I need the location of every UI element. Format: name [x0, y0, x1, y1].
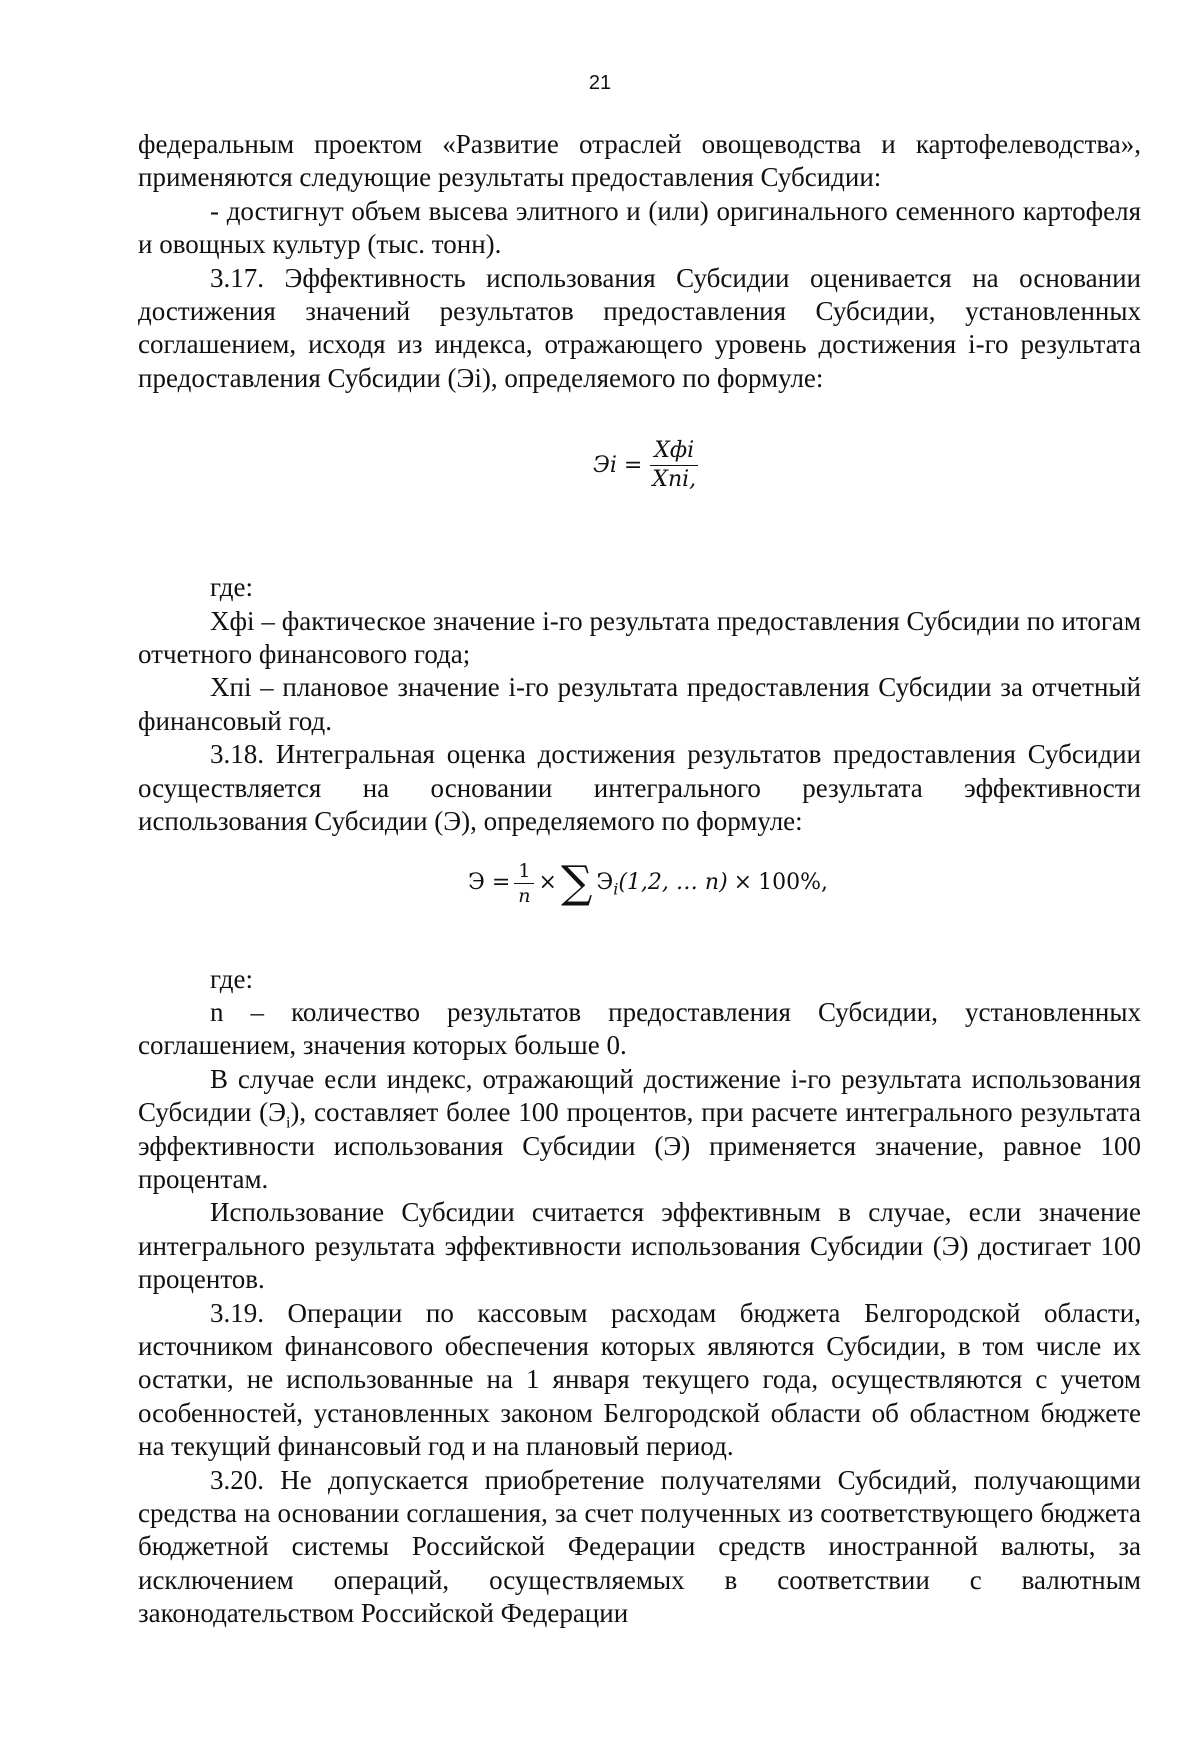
- paragraph-n-count: n – количество результатов предоставления Субсидии, установленных соглашением, значения которых больше 0.: [138, 996, 1141, 1061]
- paragraph-actual-value: Хфi – фактическое значение i-го результата предоставления Субсидии по итогам отчетного финансового года;: [138, 605, 1141, 670]
- paragraph-3-18: 3.18. Интегральная оценка достижения результатов предоставления Субсидии осуществляется на основании интегрального результата эффективности использования Субсидии (Э), определяемого по формуле:: [138, 739, 1141, 837]
- where-label-1: где:: [210, 572, 253, 603]
- paragraph-planned-value: Хпi – плановое значение i-го результата предоставления Субсидии за отчетный финансовый год.: [138, 672, 1141, 736]
- paragraph-efficient-use: Использование Субсидии считается эффективным в случае, если значение интегрального результата эффективности использования Субсидии (Э) достигает 100 процентов.: [138, 1197, 1141, 1295]
- paragraph-3-19: 3.19. Операции по кассовым расходам бюджета Белгородской области, источником финансового обеспечения которых являются Субсидии, в том числе их остатки, не использованные на 1 января текущего года, осуществляются с учетом особенностей, установленных законом Белгородской области об областном бюджете на текущий финансовый год и на плановый период.: [138, 1297, 1141, 1462]
- formula-index-denominator: Хпi,: [652, 467, 697, 493]
- formula-integral-percent: 100%,: [758, 870, 828, 896]
- paragraph-3-17: 3.17. Эффективность использования Субсидии оценивается на основании достижения значений результатов предоставления Субсидии, установленных соглашением, исходя из индекса, отражающего уровень достижения i-го результата предоставления Субсидии (Эi), определяемого по формуле:: [138, 262, 1141, 393]
- page-number: 21: [588, 72, 612, 94]
- sum-symbol: ∑: [560, 857, 593, 908]
- formula-integral-times-1: ×: [538, 870, 557, 896]
- formula-integral-numerator: 1: [514, 861, 534, 884]
- formula-integral-lhs: Э =: [468, 870, 511, 896]
- paragraph-over-100: В случае если индекс, отражающий достижение i-го результата использования Субсидии $(Э_i)$, составляет более 100 процентов, при расчете интегрального результата эффективности использования Субсидии (Э) применяется значение, равное 100 процентам.: [138, 1063, 1141, 1194]
- formula-index: [138, 395, 1141, 571]
- paragraph-3-20: 3.20. Не допускается приобретение получателями Субсидий, получающими средства на основании соглашения, за счет полученных из соответствующего бюджета бюджетной системы Российской Федерации средств иностранной валюты, за исключением операций, осуществляемых в соответствии с валютным законодательством Российской Федерации: [138, 1464, 1141, 1629]
- paragraph-result-volume: - достигнут объем высева элитного и (или) оригинального семенного картофеля и овощных культур (тыс. тонн).: [138, 195, 1141, 260]
- formula-integral-denominator: n: [518, 884, 531, 907]
- document-body: [138, 128, 1141, 1631]
- formula-integral-args: (1,2, … n): [618, 870, 728, 896]
- formula-index-fraction: [648, 439, 700, 492]
- formula-integral-times-2: ×: [733, 870, 753, 896]
- paragraph-federal-project: федеральным проектом «Развитие отраслей овощеводства и картофелеводства», применяются следующие результаты предоставления Субсидии:: [138, 129, 1141, 193]
- formula-integral-term: $Э_i$: [596, 870, 619, 899]
- formula-integral-fraction: [514, 861, 534, 906]
- where-label-2: где:: [210, 963, 253, 994]
- formula-integral: [138, 839, 1141, 963]
- formula-index-numerator: Хфi: [650, 439, 698, 466]
- formula-index-lhs: Эi =: [593, 453, 643, 479]
